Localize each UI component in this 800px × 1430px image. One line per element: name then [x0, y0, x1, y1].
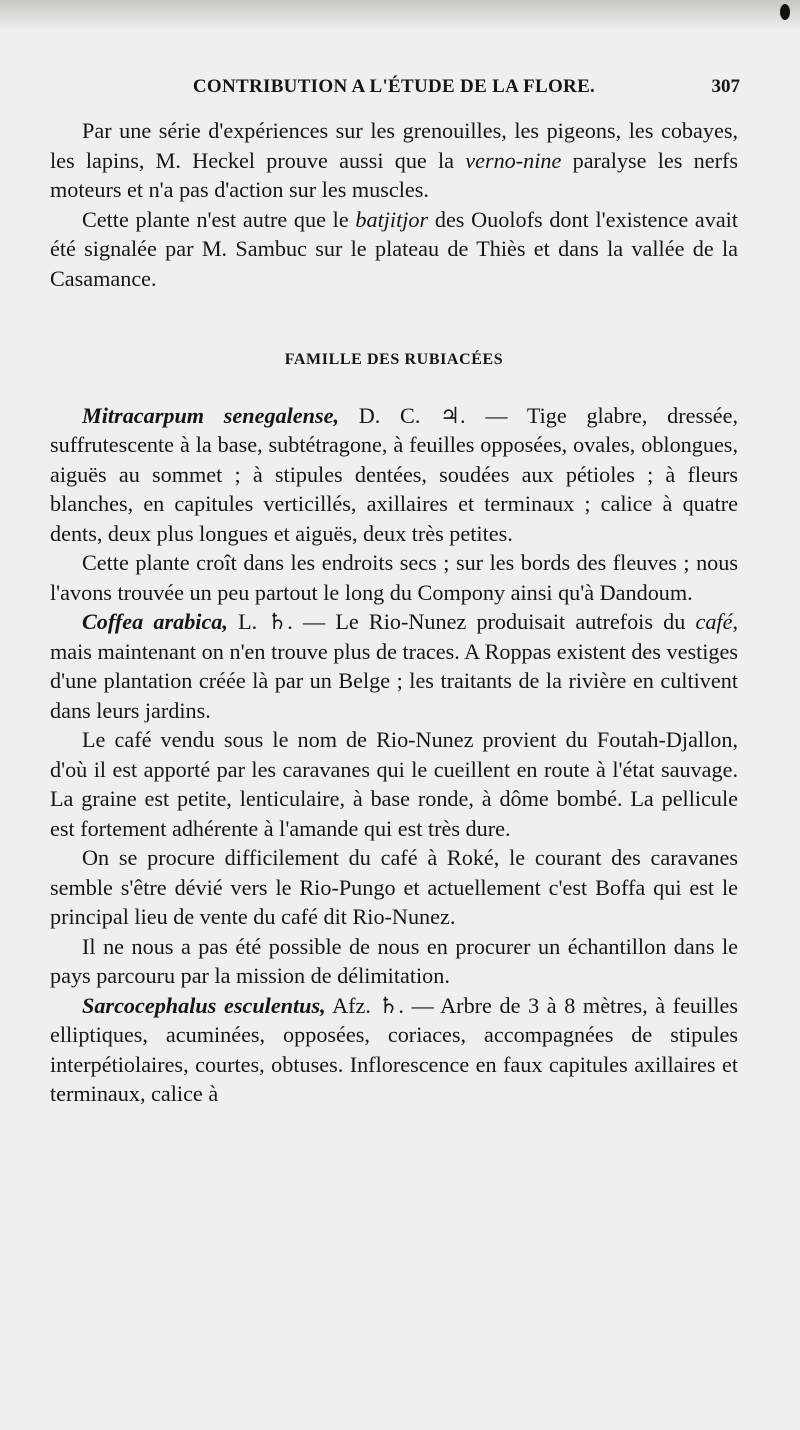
- paragraph-batjitjor: Cette plante n'est autre que le batjitjor des Ouolofs dont l'existence avait été signalée par M. Sambuc sur le plateau de Thiès et dans la vallée de la Casamance.: [50, 206, 738, 291]
- taxon-name: Coffea arabica,: [82, 609, 228, 634]
- paragraph-sample: Il ne nous a pas été possible de nous en procurer un échantillon dans le pays parcouru par la mission de délimitation.: [50, 933, 738, 988]
- section-heading: FAMILLE DES RUBIACÉES: [284, 351, 504, 368]
- paragraph-habitat: Cette plante croît dans les endroits secs ; sur les bords des fleuves ; nous l'avons trouvée un peu partout le long du Compony ainsi qu'à Dandoum.: [50, 550, 738, 605]
- paragraph-sarcocephalus: Sarcocephalus esculentus, Afz. ♄. — Arbre de 3 à 8 mètres, à feuilles elliptiques, acuminées, opposées, coriaces, accompagnées de stipules interpétiolaires, courtes, obtuses. Inflorescence en faux capitules axillaires et terminaux, calice à: [50, 992, 739, 1106]
- paragraph-coffea: Coffea arabica, L. ♄. — Le Rio-Nunez produisait autrefois du café, mais maintenant on n'en trouve plus de traces. A Roppas existent des vestiges d'une plantation créée là par un Belge ; les traitants de la rivière en cultivent dans leurs jardins.: [50, 609, 738, 723]
- woody-plant-symbol-icon: ♄: [378, 992, 399, 1018]
- page-edge-shadow: [0, 0, 800, 30]
- paragraph-mitracarpum: Mitracarpum senegalense, D. C. ♃. — Tige glabre, dressée, suffrutescente à la base, subtétragone, à feuilles opposées, ovales, oblongues, aiguës au sommet ; à stipules dentées, soudées aux pétioles ; à fleurs blanches, en capitules verticillés, axillaires et terminaux ; calice à quatre dents, deux plus longues et aiguës, deux très petites.: [50, 402, 738, 546]
- woody-plant-symbol-icon: ♄: [267, 609, 288, 634]
- ink-mark: [780, 4, 790, 20]
- paragraph-cafe-origin: Le café vendu sous le nom de Rio-Nunez provient du Foutah-Djallon, d'où il est apporté par les caravanes qui le cueillent en route à l'état sauvage. La graine est petite, lenticulaire, à base ronde, à dôme bombé. La pellicule est fortement adhérente à l'amande qui est très dure.: [50, 727, 738, 841]
- term-vernonine: verno-nine: [465, 147, 562, 173]
- taxon-name: Mitracarpum senegalense,: [82, 402, 340, 428]
- body-text: [50, 116, 738, 1109]
- paragraph-vernonine-effects: Par une série d'expériences sur les grenouilles, les pigeons, les cobayes, les lapins, M. Heckel prouve aussi que la verno-nine paralyse les nerfs moteurs et n'a pas d'action sur les muscles.: [50, 118, 738, 202]
- page-number: 307: [711, 76, 740, 97]
- perennial-symbol-icon: ♃: [440, 402, 461, 428]
- term-batjitjor: batjitjor: [355, 206, 429, 232]
- paragraph-cafe-trade: On se procure difficilement du café à Roké, le courant des caravanes semble s'être dévié vers le Rio-Pungo et actuellement c'est Boffa qui est le principal lieu de vente du café dit Rio-Nunez.: [50, 845, 738, 929]
- term-cafe: café,: [695, 609, 738, 634]
- running-head-title: CONTRIBUTION A L'ÉTUDE DE LA FLORE.: [192, 76, 596, 97]
- running-head: [48, 76, 740, 106]
- taxon-name: Sarcocephalus esculentus,: [82, 992, 326, 1018]
